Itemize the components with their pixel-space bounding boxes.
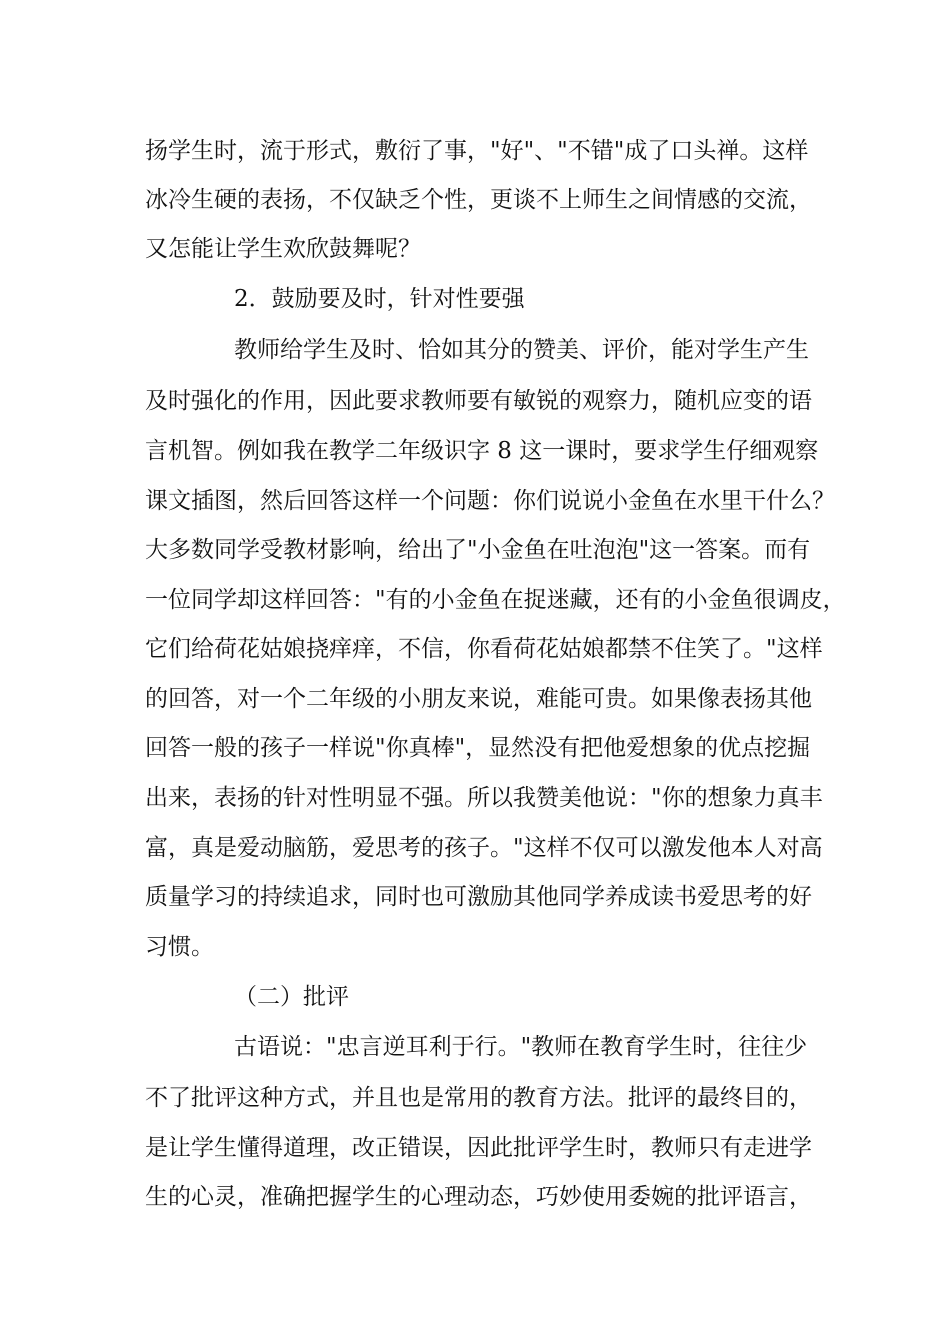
text-line: 及时强化的作用，因此要求教师要有敏锐的观察力，随机应变的语: [145, 388, 812, 414]
text-line: 课文插图，然后回答这样一个问题：你们说说小金鱼在水里干什么？: [145, 488, 835, 514]
text-line: 富，真是爱动脑筋，爱思考的孩子。"这样不仅可以激发他本人对高: [145, 835, 823, 861]
text-line: 质量学习的持续追求，同时也可激励其他同学养成读书爱思考的好: [145, 884, 812, 910]
section-heading: （二）批评: [234, 984, 349, 1010]
text-line: 古语说："忠言逆耳利于行。"教师在教育学生时，往往少: [234, 1034, 808, 1060]
text-line: 出来，表扬的针对性明显不强。所以我赞美他说："你的想象力真丰: [145, 785, 823, 811]
text-line: 它们给荷花姑娘挠痒痒，不信，你看荷花姑娘都禁不住笑了。"这样: [145, 636, 823, 662]
text-line: 习惯。: [145, 934, 214, 960]
text-line: 言机智。例如我在教学二年级识字 8 这一课时，要求学生仔细观察: [145, 438, 819, 464]
text-line: 又怎能让学生欢欣鼓舞呢？: [145, 236, 421, 262]
text-line: 生的心灵，准确把握学生的心理动态，巧妙使用委婉的批评语言，: [145, 1184, 812, 1210]
text-line: 一位同学却这样回答："有的小金鱼在捉迷藏，还有的小金鱼很调皮，: [145, 587, 846, 613]
text-line: 大多数同学受教材影响，给出了"小金鱼在吐泡泡"这一答案。而有: [145, 537, 811, 563]
text-line: 的回答，对一个二年级的小朋友来说，难能可贵。如果像表扬其他: [145, 686, 812, 712]
text-line: 教师给学生及时、恰如其分的赞美、评价，能对学生产生: [234, 337, 809, 363]
text-line: 是让学生懂得道理，改正错误，因此批评学生时，教师只有走进学: [145, 1135, 812, 1161]
section-heading: 2．鼓励要及时，针对性要强: [234, 286, 525, 312]
text-line: 不了批评这种方式，并且也是常用的教育方法。批评的最终目的，: [145, 1085, 812, 1111]
text-line: 扬学生时，流于形式，敷衍了事，"好"、"不错"成了口头禅。这样: [145, 138, 809, 164]
text-line: 冰冷生硬的表扬，不仅缺乏个性，更谈不上师生之间情感的交流，: [145, 187, 812, 213]
text-line: 回答一般的孩子一样说"你真棒"，显然没有把他爱想象的优点挖掘: [145, 735, 811, 761]
